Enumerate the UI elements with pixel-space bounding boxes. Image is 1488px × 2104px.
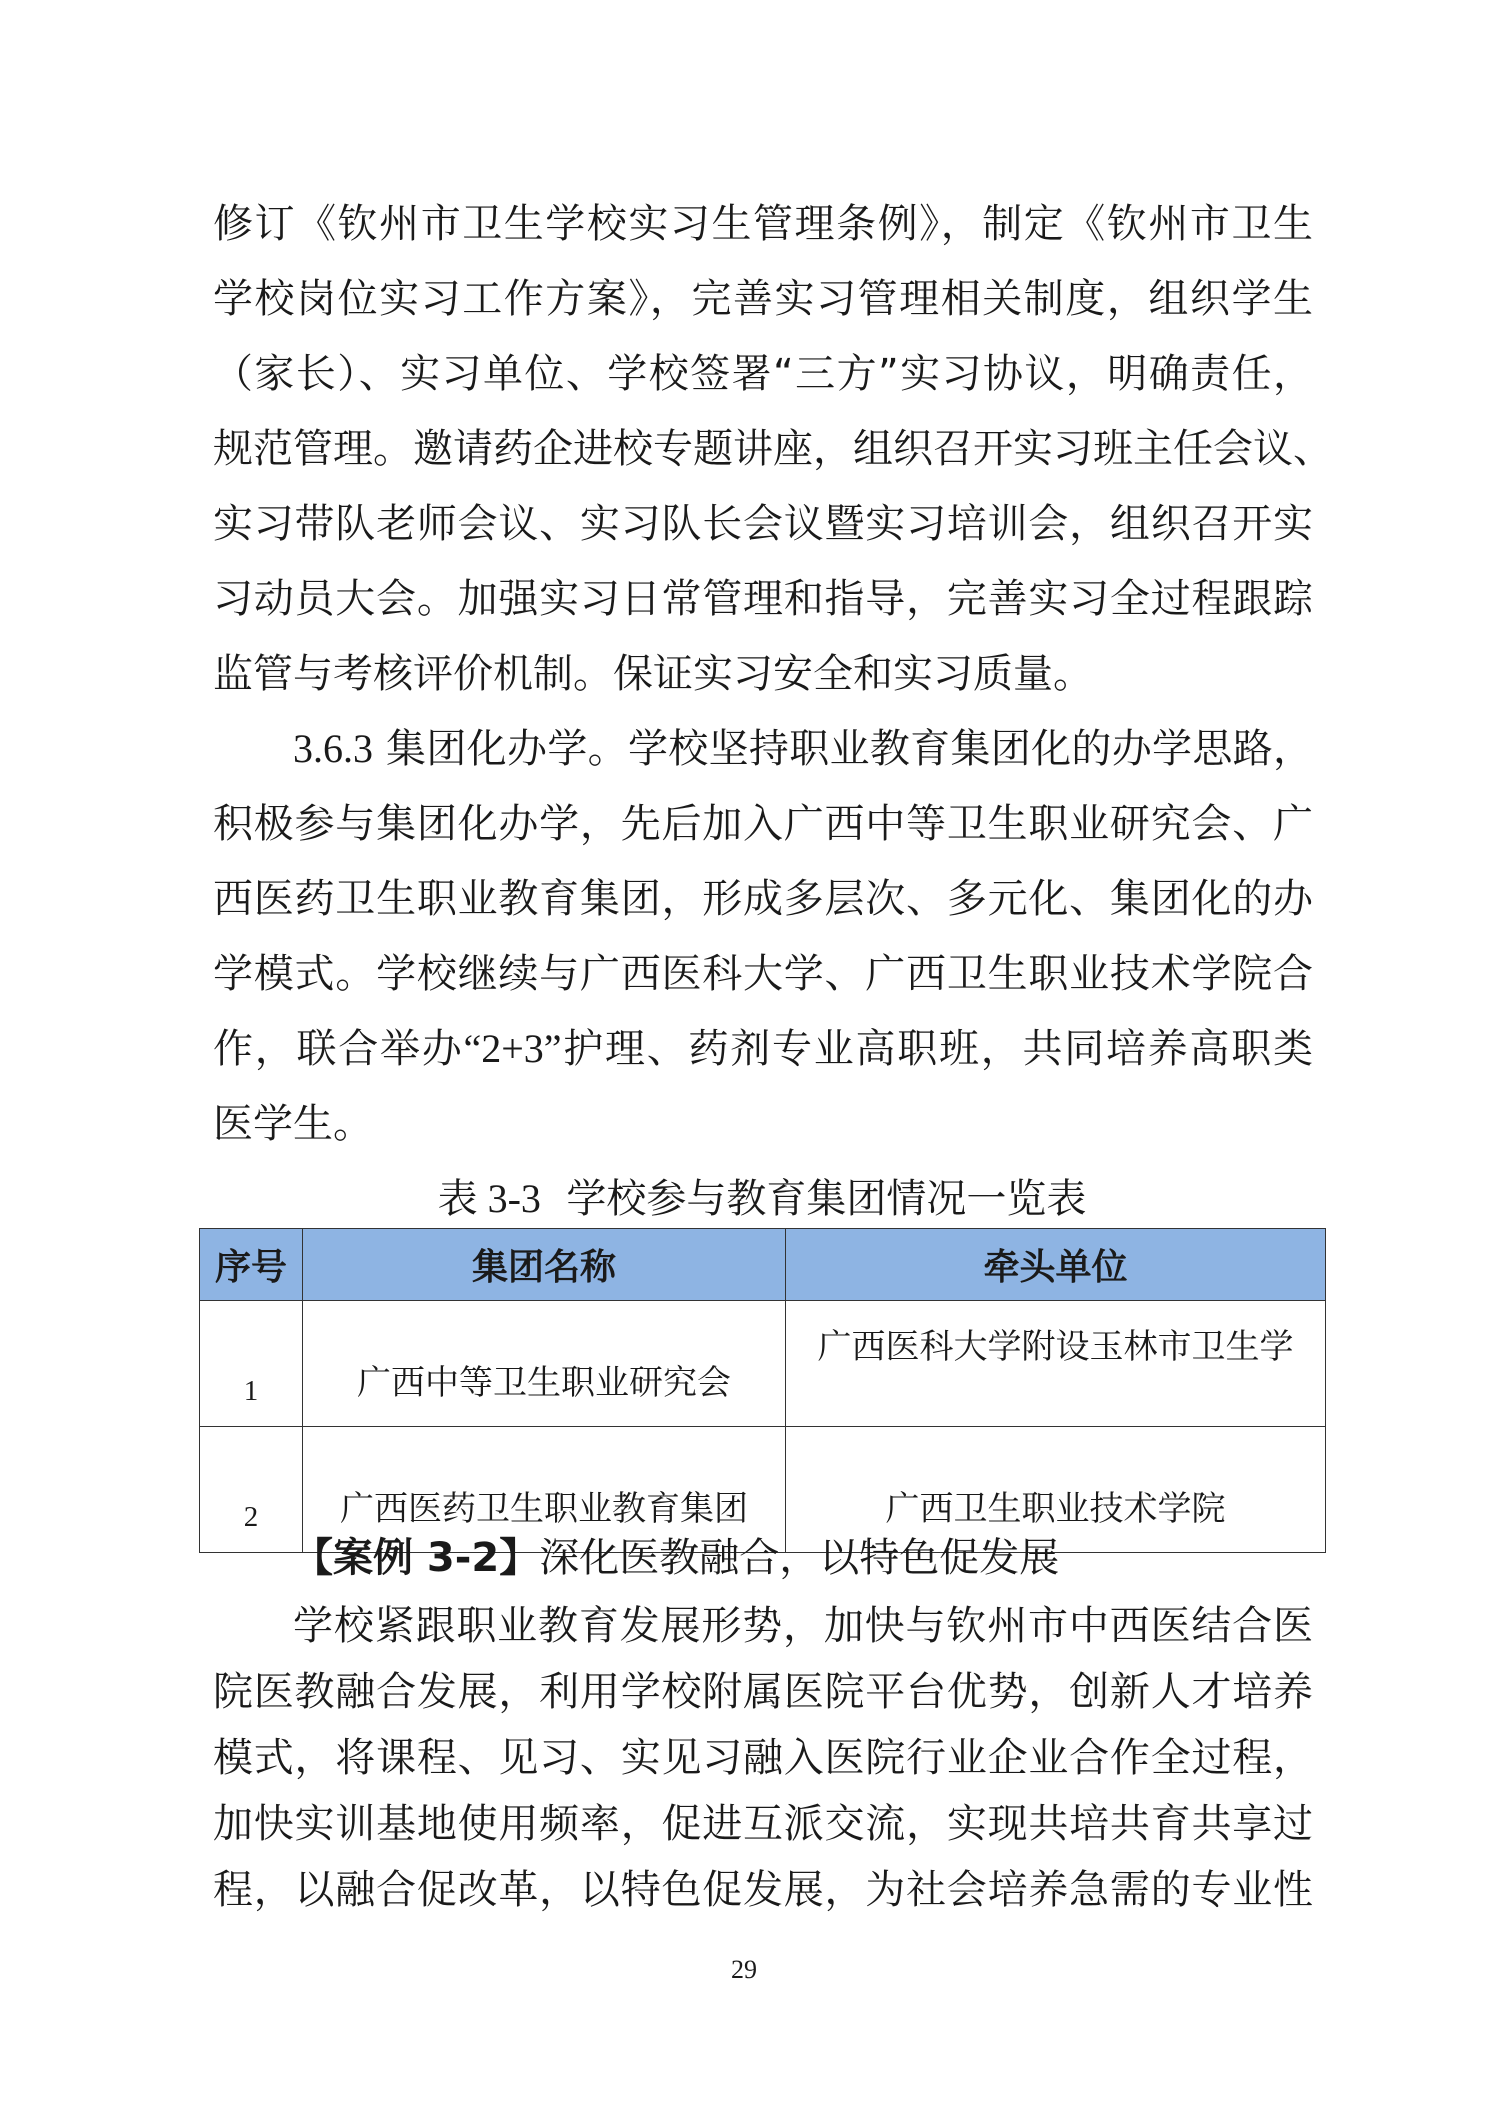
line-segment: 护理、药剂专业高职班，共同培养高职类	[561, 1026, 1314, 1072]
paragraph-line: 修订《钦州市卫生学校实习生管理条例》，制定《钦州市卫生	[213, 201, 1313, 247]
row-group-name: 广西医药卫生职业教育集团	[303, 1427, 786, 1553]
case-label	[293, 1535, 539, 1581]
line-segment: 作，联合举办	[213, 1026, 464, 1072]
paragraph-line: 模式，将课程、见习、实见习融入医院行业企业合作全过程，	[213, 1735, 1313, 1781]
paragraph-line: 规范管理。邀请药企进校专题讲座，组织召开实习班主任会议、	[213, 426, 1333, 472]
paragraph-line: 医学生。	[213, 1101, 373, 1147]
section-number: 3.6.3	[293, 726, 373, 771]
row-lead-unit: 广西医科大学附设玉林市卫生学	[786, 1301, 1326, 1427]
table-header-row	[200, 1229, 1326, 1301]
paragraph-line: 习动员大会。加强实习日常管理和指导，完善实习全过程跟踪	[213, 576, 1313, 622]
page-number: 29	[731, 1955, 757, 1984]
case-bracket-open: 【	[293, 1535, 333, 1581]
table-caption-title: 学校参与教育集团情况一览表	[566, 1176, 1087, 1222]
paragraph-line: 学校岗位实习工作方案》，完善实习管理相关制度，组织学生	[213, 276, 1313, 322]
paragraph-line: 学模式。学校继续与广西医科大学、广西卫生职业技术学院合	[213, 951, 1313, 997]
section-first-line-text: 集团化办学。学校坚持职业教育集团化的办学思路，	[386, 726, 1314, 772]
paragraph-line: 院医教融合发展，利用学校附属医院平台优势，创新人才培养	[213, 1669, 1313, 1715]
row-group-name: 广西中等卫生职业研究会	[303, 1301, 786, 1427]
paragraph-line: 西医药卫生职业教育集团，形成多层次、多元化、集团化的办	[213, 876, 1313, 922]
paragraph-line: 学校紧跟职业教育发展形势，加快与钦州市中西医结合医	[293, 1603, 1313, 1649]
education-group-table	[199, 1228, 1326, 1553]
paragraph-line: （家长）、实习单位、学校签署“三方”实习协议，明确责任，	[213, 351, 1313, 397]
paragraph-line: 加快实训基地使用频率，促进互派交流，实现共培共育共享过	[213, 1801, 1313, 1847]
paragraph-line: 程，以融合促改革，以特色促发展，为社会培养急需的专业性	[213, 1867, 1313, 1913]
case-heading	[293, 1521, 1313, 1595]
case-bracket-close: 】	[499, 1535, 540, 1581]
header-lead-unit: 牵头单位	[786, 1229, 1326, 1301]
header-group-name: 集团名称	[303, 1229, 786, 1301]
case-title: 深化医教融合，以特色促发展	[539, 1535, 1060, 1581]
paragraph-line	[213, 1012, 1313, 1086]
paragraph-line: 积极参与集团化办学，先后加入广西中等卫生职业研究会、广	[213, 801, 1313, 847]
table-row	[200, 1301, 1326, 1427]
table-caption-label: 表 3-3	[437, 1176, 541, 1221]
case-number: 案例 3-2	[333, 1535, 500, 1581]
header-index: 序号	[200, 1229, 303, 1301]
table-caption	[199, 1164, 1325, 1234]
paragraph-line: 监管与考核评价机制。保证实习安全和实习质量。	[213, 651, 1093, 697]
section-heading-line	[293, 712, 1313, 786]
row-lead-unit: 广西卫生职业技术学院	[786, 1427, 1326, 1553]
paragraph-line: 实习带队老师会议、实习队长会议暨实习培训会，组织召开实	[213, 501, 1313, 547]
quoted-program: “2+3”	[463, 1026, 562, 1071]
row-index: 1	[200, 1301, 303, 1427]
row-index: 2	[200, 1427, 303, 1553]
